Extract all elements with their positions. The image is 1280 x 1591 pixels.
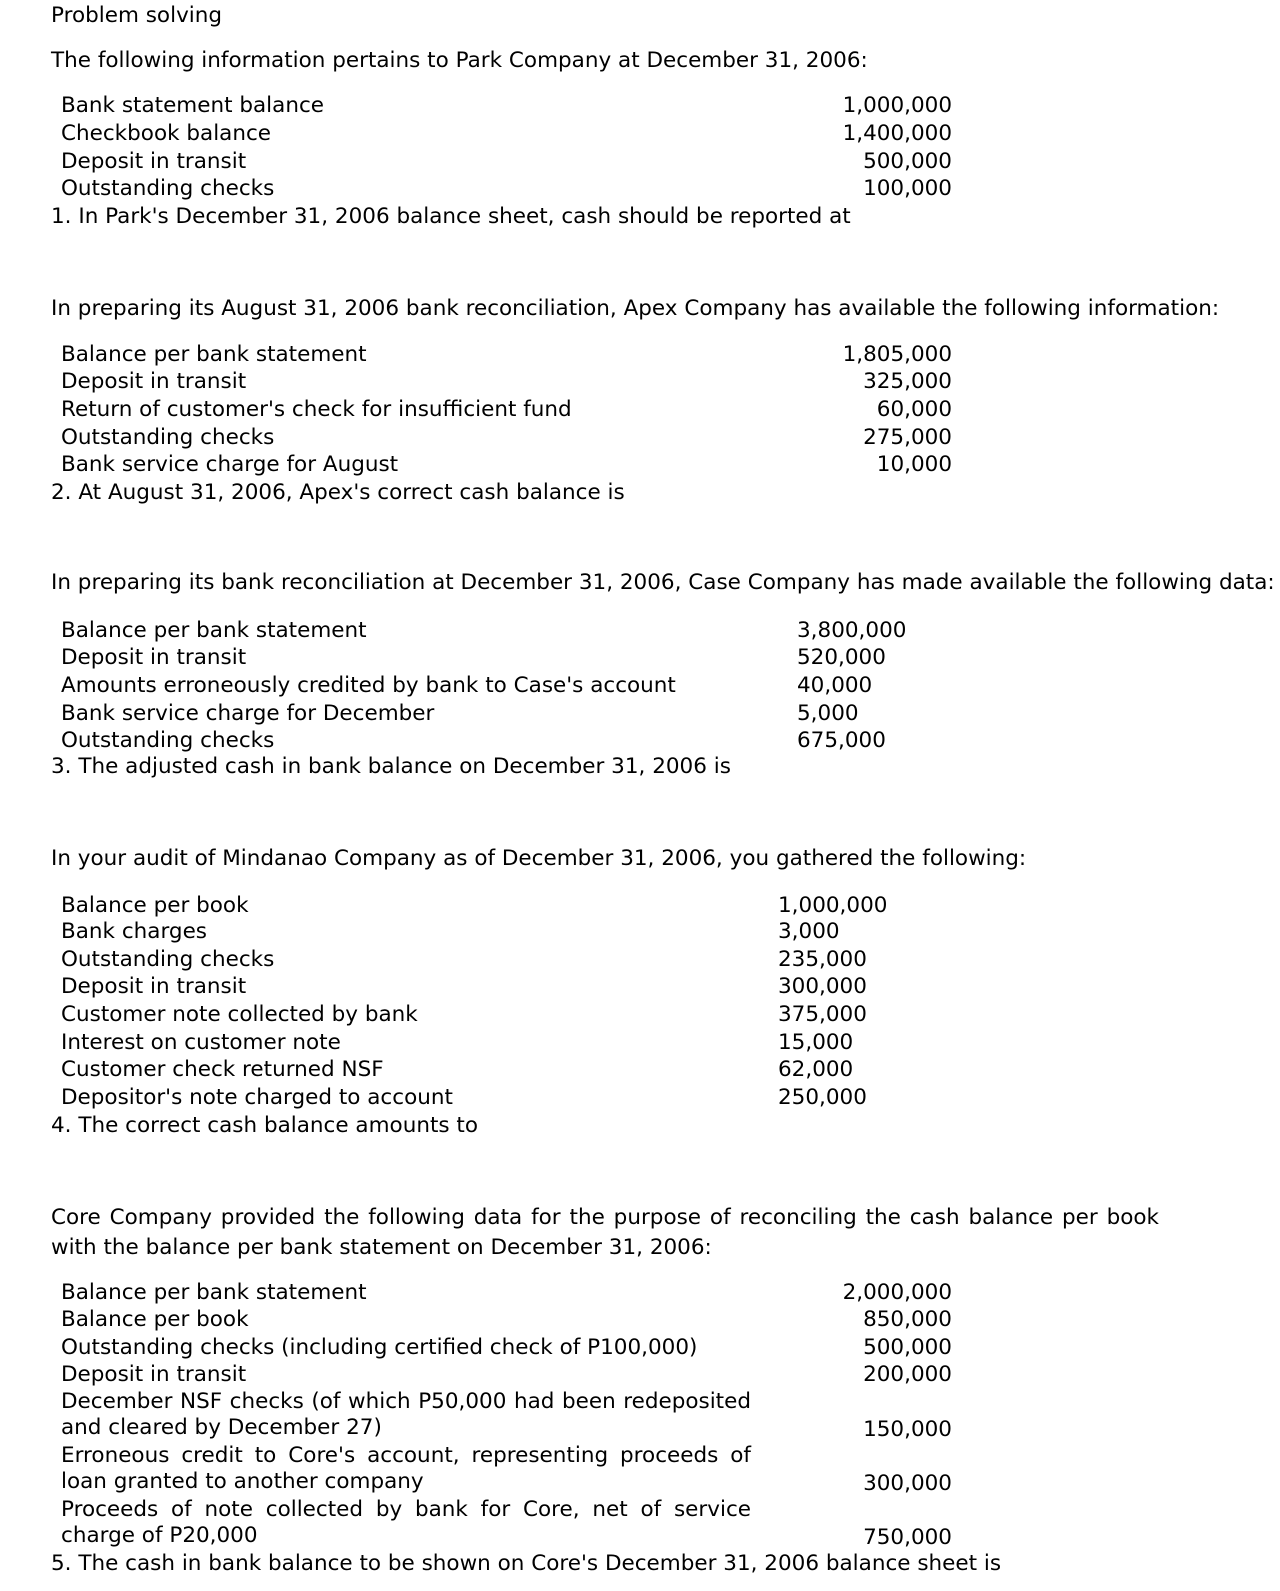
problem-5-item-value: 300,000 bbox=[863, 1471, 952, 1496]
problem-3-question: 3. The adjusted cash in bank balance on December 31, 2006 is bbox=[51, 754, 731, 779]
problem-4-item-value: 300,000 bbox=[778, 974, 867, 999]
problem-1-item-label: Bank statement balance bbox=[61, 93, 325, 118]
problem-4-question: 4. The correct cash balance amounts to bbox=[51, 1113, 478, 1138]
problem-3-item-label: Outstanding checks bbox=[61, 728, 275, 753]
problem-5-question: 5. The cash in bank balance to be shown on Core's December 31, 2006 balance sheet is bbox=[51, 1551, 1002, 1576]
problem-4-item-value: 235,000 bbox=[778, 947, 867, 972]
problem-4-item-label: Customer note collected by bank bbox=[61, 1002, 418, 1027]
problem-5-item-label: Erroneous credit to Core's account, representing proceeds of loan granted to another company bbox=[61, 1443, 751, 1494]
problem-3-item-label: Deposit in transit bbox=[61, 645, 247, 670]
problem-2-item-value: 60,000 bbox=[876, 397, 952, 422]
problem-3-intro: In preparing its bank reconciliation at December 31, 2006, Case Company has made available the following data: bbox=[51, 570, 1275, 595]
problem-3-item-value: 675,000 bbox=[797, 728, 886, 753]
problem-4-item-value: 1,000,000 bbox=[778, 893, 888, 918]
problem-3-item-label: Bank service charge for December bbox=[61, 701, 435, 726]
problem-1-intro: The following information pertains to Park Company at December 31, 2006: bbox=[51, 48, 868, 73]
problem-4-intro: In your audit of Mindanao Company as of December 31, 2006, you gathered the following: bbox=[51, 846, 1027, 871]
problem-3-item-value: 5,000 bbox=[797, 701, 859, 726]
problem-1-item-label: Outstanding checks bbox=[61, 176, 275, 201]
problem-5-item-value: 150,000 bbox=[863, 1417, 952, 1442]
problem-2-item-label: Deposit in transit bbox=[61, 369, 247, 394]
page-title: Problem solving bbox=[51, 3, 223, 28]
problem-2-item-value: 325,000 bbox=[863, 369, 952, 394]
problem-5-item-value: 500,000 bbox=[863, 1335, 952, 1360]
problem-4-item-value: 3,000 bbox=[778, 919, 840, 944]
problem-5-item-label: Proceeds of note collected by bank for Core, net of service charge of P20,000 bbox=[61, 1497, 751, 1548]
problem-5-item-value: 750,000 bbox=[863, 1525, 952, 1550]
problem-2-question: 2. At August 31, 2006, Apex's correct cash balance is bbox=[51, 480, 625, 505]
problem-3-item-label: Amounts erroneously credited by bank to Case's account bbox=[61, 673, 676, 698]
problem-4-item-value: 250,000 bbox=[778, 1085, 867, 1110]
problem-3-item-value: 40,000 bbox=[797, 673, 873, 698]
problem-2-intro: In preparing its August 31, 2006 bank reconciliation, Apex Company has available the following information: bbox=[51, 296, 1220, 321]
problem-4-item-label: Depositor's note charged to account bbox=[61, 1085, 453, 1110]
problem-4-item-label: Bank charges bbox=[61, 919, 207, 944]
problem-5-intro: Core Company provided the following data for the purpose of reconciling the cash balance per book with the balance per bank statement on December 31, 2006: bbox=[51, 1205, 1159, 1260]
problem-5-item-value: 850,000 bbox=[863, 1307, 952, 1332]
problem-5-item-label: Balance per book bbox=[61, 1307, 249, 1332]
problem-5-item-value: 2,000,000 bbox=[842, 1280, 952, 1305]
problem-3-item-value: 520,000 bbox=[797, 645, 886, 670]
problem-4-item-label: Outstanding checks bbox=[61, 947, 275, 972]
problem-4-item-value: 15,000 bbox=[778, 1030, 854, 1055]
problem-3-item-label: Balance per bank statement bbox=[61, 618, 367, 643]
problem-1-question: 1. In Park's December 31, 2006 balance sheet, cash should be reported at bbox=[51, 204, 851, 229]
problem-4-item-value: 375,000 bbox=[778, 1002, 867, 1027]
problem-2-item-label: Outstanding checks bbox=[61, 425, 275, 450]
problem-2-item-label: Bank service charge for August bbox=[61, 452, 399, 477]
problem-4-item-label: Balance per book bbox=[61, 893, 249, 918]
problem-4-item-label: Customer check returned NSF bbox=[61, 1057, 384, 1082]
problem-5-item-label: Outstanding checks (including certified check of P100,000) bbox=[61, 1335, 698, 1360]
problem-4-item-value: 62,000 bbox=[778, 1057, 854, 1082]
problem-2-item-label: Return of customer's check for insufficient fund bbox=[61, 397, 572, 422]
problem-1-item-label: Checkbook balance bbox=[61, 121, 272, 146]
problem-2-item-value: 275,000 bbox=[863, 425, 952, 450]
problem-5-item-label: December NSF checks (of which P50,000 had been redeposited and cleared by December 27) bbox=[61, 1389, 751, 1440]
problem-1-item-value: 1,400,000 bbox=[842, 121, 952, 146]
problem-2-item-label: Balance per bank statement bbox=[61, 342, 367, 367]
problem-5-item-label: Balance per bank statement bbox=[61, 1280, 367, 1305]
problem-1-item-value: 500,000 bbox=[863, 149, 952, 174]
problem-1-item-value: 100,000 bbox=[863, 176, 952, 201]
problem-5-item-value: 200,000 bbox=[863, 1362, 952, 1387]
problem-4-item-label: Interest on customer note bbox=[61, 1030, 341, 1055]
problem-2-item-value: 10,000 bbox=[876, 452, 952, 477]
problem-1-item-label: Deposit in transit bbox=[61, 149, 247, 174]
problem-5-item-label: Deposit in transit bbox=[61, 1362, 247, 1387]
problem-2-item-value: 1,805,000 bbox=[842, 342, 952, 367]
problem-1-item-value: 1,000,000 bbox=[842, 93, 952, 118]
problem-3-item-value: 3,800,000 bbox=[797, 618, 907, 643]
problem-4-item-label: Deposit in transit bbox=[61, 974, 247, 999]
